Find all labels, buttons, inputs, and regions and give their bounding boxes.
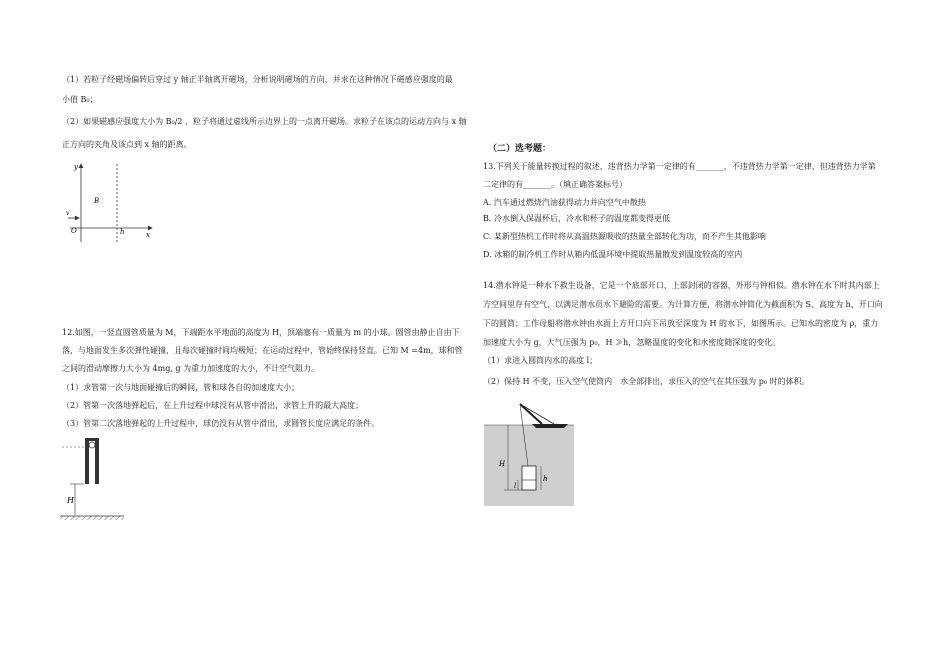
water-height-label: l — [514, 482, 517, 490]
q14-line-2: 方空间里存有空气，以满足潜水员水下避险的需要。为计算方便，将潜水钟简化为截面积为 S、高度为 h、开口向 — [483, 300, 883, 309]
q11-line-4: 正方向的夹角及该点到 x 轴的距离。 — [62, 140, 192, 149]
q13-option-a: A. 汽车通过燃烧汽油获得动力并向空气中散热 — [483, 198, 646, 207]
tube-left-wall — [85, 440, 89, 484]
magnetic-field-figure — [60, 158, 160, 244]
falling-tube-figure — [58, 436, 128, 520]
q11-line-2: 小值 B₀； — [62, 95, 98, 104]
depth-label: H — [499, 460, 506, 468]
q13-option-b: B. 冷水倒入保温杯后，冷水和杯子的温度都变得更低 — [483, 214, 670, 223]
q12-line-1: 12.如图，一竖直圆管质量为 M，下端距水平地面的高度为 H，顶端塞有一质量为 m 的小球。圆管由静止自由下 — [62, 328, 460, 337]
tube-top — [85, 438, 99, 441]
h-label: h — [120, 228, 125, 236]
diving-bell-figure — [484, 400, 574, 506]
section-title: （二）选考题： — [488, 144, 552, 154]
q12-line-5: （2）管第一次落地弹起后，在上升过程中球没有从管中滑出，求管上升的最大高度； — [62, 401, 364, 410]
q14-line-1: 14.潜水钟是一种水下救生设备，它是一个底部开口、上部封闭的容器，外形与钟相似。潜水钟在水下时其内部上 — [483, 281, 880, 290]
crane-boom — [520, 404, 542, 424]
q12-line-6: （3）管第二次落地弹起的上升过程中，球仍没有从管中滑出，求圆管长度应满足的条件。 — [62, 419, 380, 428]
q13-option-d: D. 冰箱的制冷机工作时从箱内低温环境中提取热量散发到温度较高的室内 — [483, 250, 743, 259]
velocity-label: v — [66, 210, 70, 217]
y-axis-label: y — [74, 163, 78, 171]
diving-bell — [522, 466, 536, 490]
height-label: H — [67, 496, 74, 505]
q12-line-3: 之间的滑动摩擦力大小为 4mg, g 为重力加速度的大小，不计空气阻力。 — [62, 364, 320, 373]
q13-line-2: 二定律的有_______。（填正确答案标号） — [483, 180, 627, 189]
water-region — [484, 425, 574, 506]
q12-line-4: （1）求管第一次与地面碰撞后的瞬间，管和球各自的加速度大小； — [62, 383, 300, 392]
field-label: B — [94, 197, 100, 205]
origin-label: O — [71, 227, 77, 235]
mother-ship-hull — [532, 424, 568, 428]
q14-line-4: 加速度大小为 g，大气压强为 p₀，H ≫h，忽略温度的变化和水密度随深度的变化。 — [483, 338, 781, 347]
ball — [89, 442, 95, 448]
q13-option-c: C. 某新型热机工作时将从高温热源吸收的热量全部转化为功，而不产生其他影响 — [483, 232, 766, 241]
crane-brace — [520, 404, 554, 424]
q13-line-1: 13.下列关于能量转换过程的叙述，违背热力学第一定律的有_______，不违背热力学第一定律、但违背热力学第 — [483, 162, 876, 171]
q11-line-3: （2）如果磁感应强度大小为 B₀/2 ，粒子将通过虚线所示边界上的一点离开磁场。求粒子在该点的运动方向与 x 轴 — [62, 117, 467, 126]
q12-line-2: 落，与地面发生多次弹性碰撞，且每次碰撞时间均极短；在运动过程中，管始终保持竖直。已知 M =4m，球和管 — [62, 346, 463, 355]
q14-sub-1: （1）求进入圆筒内水的高度 l； — [483, 356, 598, 365]
q11-line-1: （1）若粒子经磁场偏转后穿过 y 轴正半轴离开磁场，分析说明磁场的方向，并求在这种情况下磁感应强度的最 — [62, 75, 453, 84]
tube-right-wall — [95, 440, 99, 484]
x-axis-label: x — [146, 231, 150, 239]
q14-sub-2: （2）保持 H 不变，压入空气使筒内 水全部排出，求压入的空气在其压强为 p₀ 时的体积。 — [483, 377, 810, 386]
q14-line-3: 下的圆筒；工作母船将潜水钟由水面上方开口向下吊放至深度为 H 的水下，如图所示。已知水的密度为 ρ，重力 — [483, 319, 879, 328]
bell-height-label: h — [543, 475, 548, 483]
ground-hatch — [60, 516, 124, 520]
